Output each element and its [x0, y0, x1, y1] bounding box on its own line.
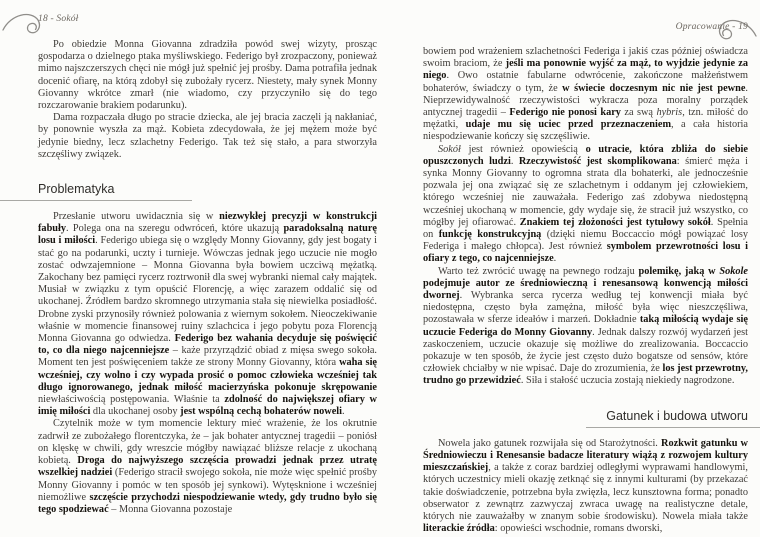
emphasis-text: niezwykłej precyzji w konstrukcji fabuły	[38, 211, 377, 235]
italic-text: hybris	[656, 107, 683, 119]
section-heading-label: Problematyka	[38, 182, 115, 197]
section-heading-label: Gatunek i budowa utworu	[606, 408, 748, 423]
paragraph: Warto też zwrócić uwagę na pewnego rodzaju polemikę, jaką w Sokole podejmuje autor ze średniowieczną i renesansową konwencją miłości dwornej. Wybranka serca rycerza według tej konwencji miała być niedostępna, często była zamężna, miłość była więc nieszczęśliwa, pozostawała w sferze ideałów i marzeń. Dokładnie taką miłością wydaje się uczucie Federiga do Monny Giovanny. Jednak dalszy rozwój wydarzeń jest zaskoczeniem, uczucie okazuje się możliwe do zrealizowania. Boccaccio pokazuje w ten sposób, że życie jest często dużo bogatsze od sensów, które człowiek chciałby w nie wpisać. Daje do zrozumienia, że los jest przewrotny, trudno go przewidzieć. Siła i stałość uczucia zostają niekiedy nagrodzone.	[423, 265, 748, 387]
paragraph: Czytelnik może w tym momencie lektury mieć wrażenie, że los okrutnie zadrwił ze zubożałego florentczyka, że – jak bohater antycznej tragedii – poniósł on klęskę w chwili, gdy wreszcie mógłby nawiązać bliższe relacje z ukochaną kobietą. Droga do najwyższego szczęścia prowadzi jednak przez utratę wszelkiej nadziei (Federigo stracił swojego sokoła, nie może więc spełnić prośby Monny Giovanny i pomóc w ten sposób jej synkowi). Wytęsknione i wcześniej niemożliwe szczęście przychodzi niespodziewanie wtedy, gdy trudno było się tego spodziewać – Monna Giovanna pozostaje	[38, 418, 377, 515]
emphasis-text: Droga do najwyższego szczęścia prowadzi jednak przez utratę wszelkiej nadziei	[38, 455, 377, 479]
page-header-left: 18 - Sokół	[38, 14, 79, 24]
emphasis-text: Rozkwit gatunku w Średniowieczu i Renesansie badacze literatury wiążą z rozwojem kultury mieszczańskiej	[423, 437, 748, 474]
paragraph: Nowela jako gatunek rozwijała się od Starożytności. Rozkwit gatunku w Średniowieczu i Renesansie badacze literatury wiążą z rozwojem kultury mieszczańskiej, a także z coraz bardziej odległymi wyprawami handlowymi, których uczestnicy mieli okazję zetknąć się z innymi kulturami (by przekazać takie doświadczenie, potrzebna była zwięzła, lecz kunsztowna forma; ponadto obserwator z zewnątrz zazwyczaj zwraca uwagę na realistyczne detale, których nie zauważałby w znanym sobie środowisku). Nowela miała także literackie źródła: opowieści wschodnie, romans dworski,	[423, 437, 748, 535]
emphasis-text: waha się wcześniej, czy wolno i czy wypada prosić o pomoc człowieka wcześniej tak długo ignorowanego, jednak miłość macierzyńska pokonuje skrępowanie	[38, 357, 377, 393]
emphasis-text: Znakiem tej złożoności jest tytułowy sokół	[519, 216, 711, 228]
page-left-column	[38, 39, 377, 516]
emphasis-text: o utracie, która zbliża do siebie opuszczonych ludzi	[423, 143, 748, 167]
emphasis-text: podejmuje autor ze średniowieczną i renesansową konwencją miłości dwornej	[423, 277, 748, 302]
heading-rule	[0, 200, 192, 201]
heading-rule	[586, 427, 760, 428]
emphasis-text: polemikę, jaką w	[638, 265, 720, 277]
emphasis-text: funkcję konstrukcyjną	[438, 229, 542, 241]
paragraph: Przesłanie utworu uwidacznia się w niezwykłej precyzji w konstrukcji fabuły. Polega ona na szeregu odwróceń, które ukazują paradoksalną naturę losu i miłości. Federigo ubiega się o względy Monny Giovanny, gdy jest bogaty i stać go na podarunki, uczty i turnieje. Wówczas jednak jego uczucie nie mogło zostać odwzajemnione – Monna Giovanna była bowiem uczciwą mężatką. Zakochany bez pamięci rycerz roztrwonił dla swej wybranki niemal cały majątek. Musiał w związku z tym opuścić Florencję, a więc zarazem oddalić się od ukochanej. Źródłem bardzo skromnego utrzymania stała się niewielka posiadłość. Drobne zyski przynosiły również polowania z wiernym sokołem. Nieoczekiwanie właśnie w momencie finansowej ruiny szlachcica i jego pobytu poza Florencją Monna Giovanna go odwiedza. Federigo bez wahania decyduje się poświęcić to, co dla niego najcenniejsze – każe przyrządzić obiad z mięsa swego sokoła. Moment ten jest poświęceniem także ze strony Monny Giovanny, która waha się wcześniej, czy wolno i czy wypada prosić o pomoc człowieka wcześniej tak długo ignorowanego, jednak miłość macierzyńska pokonuje skrępowanie niewłaściwością postępowania. Właśnie ta zdolność do największej ofiary w imię miłości dla ukochanej osoby jest wspólną cechą bohaterów noweli.	[38, 211, 378, 418]
emphasis-text: udaje mu się uciec przed przeznaczeniem	[465, 119, 672, 131]
italic-text: Sokół	[438, 143, 461, 155]
paragraph: Po obiedzie Monna Giovanna zdradziła powód swej wizyty, prosząc gospodarza o dzielnego ptaka myśliwskiego. Federigo był zrozpaczony, ponieważ mimo najszczerszych chęci nie mógł już spełnić jej prośby. Dama potrafiła jednak docenić ofiarę, na którą zdobył się zubożały rycerz. Niestety, mały synek Monny Giovanny wkrótce zmarł (nie wiadomo, czy przyczyniło się do tego rozczarowanie brakiem podarunku).	[38, 39, 377, 112]
emphasis-text: Federigo nie ponosi kary	[509, 107, 621, 119]
section-heading	[423, 409, 748, 423]
section-heading	[38, 182, 377, 196]
page-right-column	[423, 46, 748, 535]
emphasis-text: paradoksalną naturę losu i miłości	[38, 223, 377, 247]
emphasis-text: jest wspólną cechą bohaterów noweli	[180, 406, 343, 418]
paragraph: Sokół jest również opowieścią o utracie, która zbliża do siebie opuszczonych ludzi. Rzeczywistość jest skomplikowana: śmierć męża i synka Monny Giovanny to ogromna strata dla bohaterki, ale jednocześnie pozwala jej ona związać się ze szlachetnym i oddanym jej człowiekiem, którego wcześniej nie zauważała. Federigo zaś zdobywa niedostępną wcześniej ukochaną w momencie, gdy wydaje się, że stracił już wszystko, co mógłby jej ofiarować. Znakiem tej złożoności jest tytułowy sokół. Spełnia on funkcję konstrukcyjną (dzięki niemu Boccaccio mógł powiązać losy Federiga i małego chłopca). Jest również symbolem przewrotności losu i ofiary z tego, co najcenniejsze.	[423, 143, 749, 265]
paragraph: bowiem pod wrażeniem szlachetności Federiga i jakiś czas później oświadcza swoim braciom, że jeśli ma ponownie wyjść za mąż, to wyjdzie jedynie za niego. Owo ostatnie fabularne odwrócenie, zakończone małżeństwem bohaterów, świadczy o tym, że w świecie doczesnym nic nie jest pewne. Nieprzewidywalność rzeczywistości wykracza poza moralny porządek antycznej tragedii – Federigo nie ponosi kary za swą hybris, tzn. miłość do mężatki, udaje mu się uciec przed przeznaczeniem, a cała historia niespodziewanie kończy się szczęśliwie.	[423, 46, 748, 143]
emphasis-text: los jest przewrotny, trudno go przewidzieć	[423, 363, 748, 387]
emphasis-text: taką miłością wydaje się uczucie Federiga do Monny Giovanny	[423, 314, 748, 338]
emphasis-text: Sokole	[719, 265, 748, 277]
emphasis-text: Rzeczywistość jest skomplikowana	[518, 155, 677, 167]
emphasis-text: w świecie doczesnym nic nie jest pewne	[562, 82, 746, 94]
emphasis-text: symbolem przewrotności losu i ofiary z tego, co najcenniejsze	[423, 241, 748, 265]
emphasis-text: jeśli ma ponownie wyjść za mąż, to wyjdzie jedynie za niego	[423, 58, 748, 82]
page-header-right: Opracowanie - 19	[675, 22, 748, 32]
emphasis-text: szczęście przychodzi niespodziewanie wtedy, gdy trudno było się tego spodziewać	[38, 491, 377, 515]
emphasis-text: Federigo bez wahania decyduje się poświęcić to, co dla niego najcenniejsze	[38, 333, 377, 357]
paragraph: Dama rozpaczała długo po stracie dziecka, ale jej bracia zaczęli ją nakłaniać, by ponownie wyszła za mąż. Kobieta zdecydowała, że jej mężem może być jedynie biedny, lecz szlachetny Federigo. Tak też się stało, a para stworzyła szczęśliwy związek.	[38, 112, 377, 160]
emphasis-text: literackie źródła	[423, 523, 495, 535]
page-right	[423, 14, 748, 535]
emphasis-text: zdolność do największej ofiary w imię miłości	[38, 394, 377, 418]
page-left	[38, 14, 377, 516]
